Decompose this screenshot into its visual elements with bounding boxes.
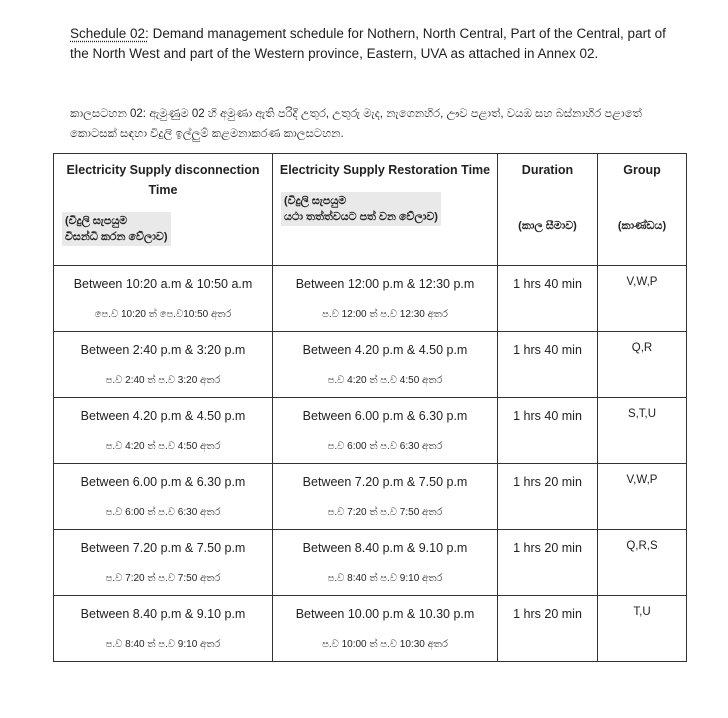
table-row xyxy=(54,596,687,662)
group-value: Q,R xyxy=(631,342,653,354)
header-disconnection xyxy=(54,154,273,266)
header-restoration-sinhala-line1: (විදුලි සැපයුම xyxy=(284,195,347,207)
group-cell xyxy=(598,596,687,662)
disconnection-time: Between 10:20 a.m & 10:50 a.m xyxy=(73,277,253,291)
header-restoration-sinhala-line2: යථා තත්ත්වයට පත් වන වේලාව) xyxy=(284,211,438,223)
header-disconnection-sinhala-line2: විසන්ධි කරන වේලාව) xyxy=(65,231,168,243)
header-disconnection-title: Electricity Supply disconnection Time xyxy=(66,163,260,197)
restoration-time: Between 4.20 p.m & 4.50 p.m xyxy=(302,343,468,357)
disconnection-time: Between 4.20 p.m & 4.50 p.m xyxy=(80,409,246,423)
group-value: T,U xyxy=(633,606,651,618)
header-restoration-title: Electricity Supply Restoration Time xyxy=(279,163,491,177)
duration-value: 1 hrs 20 min xyxy=(513,607,582,621)
group-value: V,W,P xyxy=(626,276,658,288)
disconnection-time-sinhala: පෙ.ව 10:20 ත් පෙ.ව10:50 අතර xyxy=(94,309,232,320)
table-row xyxy=(54,266,687,332)
group-cell xyxy=(598,332,687,398)
duration-value: 1 hrs 40 min xyxy=(513,277,582,291)
disconnection-time-sinhala: ප.ව 6:00 ත් ප.ව 6:30 අතර xyxy=(105,507,221,518)
table-row xyxy=(54,464,687,530)
intro-paragraph-sinhala: කාලසටහන 02: ඇමුණුම 02 හි අමුණා ඇති පරිදි උතුර, උතුරු මැද, නැගෙනහිර, ඌව පළාත්, වයඹ සහ බස්නාහිර පළාතේ කොටසක් සඳහා විදුලි ඉල්ලුම් කළමනාකරණ කාලසටහන. xyxy=(70,108,642,140)
restoration-time: Between 6.00 p.m & 6.30 p.m xyxy=(302,409,468,423)
duration-cell xyxy=(498,464,598,530)
duration-value: 1 hrs 40 min xyxy=(513,409,582,423)
disconnection-time: Between 2:40 p.m & 3:20 p.m xyxy=(80,343,246,357)
group-value: Q,R,S xyxy=(626,540,658,552)
header-restoration xyxy=(273,154,498,266)
duration-cell xyxy=(498,398,598,464)
duration-cell xyxy=(498,596,598,662)
duration-value: 1 hrs 20 min xyxy=(513,541,582,555)
disconnection-time: Between 6.00 p.m & 6.30 p.m xyxy=(80,475,246,489)
table-row xyxy=(54,530,687,596)
disconnection-cell xyxy=(54,530,273,596)
group-value: S,T,U xyxy=(627,408,657,420)
duration-cell xyxy=(498,530,598,596)
header-disconnection-sinhala xyxy=(62,212,171,246)
restoration-cell xyxy=(273,266,498,332)
table-row xyxy=(54,398,687,464)
disconnection-time: Between 8.40 p.m & 9.10 p.m xyxy=(80,607,246,621)
disconnection-cell xyxy=(54,266,273,332)
header-disconnection-sinhala-line1: (විදුලි සැපයුම xyxy=(65,215,128,227)
header-duration-sinhala: (කාල සීමාව) xyxy=(518,220,577,232)
header-group-sinhala: (කාණ්ඩය) xyxy=(617,220,667,232)
restoration-time-sinhala: ප.ව 7:20 ත් ප.ව 7:50 අතර xyxy=(327,507,443,518)
restoration-cell xyxy=(273,464,498,530)
restoration-time-sinhala: ප.ව 10:00 ත් ප.ව 10:30 අතර xyxy=(322,639,448,650)
disconnection-time-sinhala: ප.ව 7:20 ත් ප.ව 7:50 අතර xyxy=(105,573,221,584)
header-restoration-sinhala xyxy=(281,192,441,226)
group-cell xyxy=(598,464,687,530)
duration-value: 1 hrs 40 min xyxy=(513,343,582,357)
restoration-cell xyxy=(273,596,498,662)
intro-text: Demand management schedule for Nothern, North Central, Part of the Central, part of the North West and part of the Western province, Eastern, UVA as attached in Annex 02. xyxy=(70,26,666,61)
restoration-time-sinhala: ප.ව 8:40 ත් ප.ව 9:10 අතර xyxy=(327,573,443,584)
header-group xyxy=(598,154,687,266)
header-duration xyxy=(498,154,598,266)
restoration-time-sinhala: ප.ව 6:00 ත් ප.ව 6:30 අතර xyxy=(327,441,443,452)
schedule-heading: Schedule 02: xyxy=(70,26,149,41)
disconnection-cell xyxy=(54,332,273,398)
group-value: V,W,P xyxy=(626,474,658,486)
disconnection-cell xyxy=(54,398,273,464)
header-group-title: Group xyxy=(623,163,661,177)
group-cell xyxy=(598,266,687,332)
disconnection-time-sinhala: ප.ව 4:20 ත් ප.ව 4:50 අතර xyxy=(105,441,221,452)
intro-paragraph xyxy=(70,24,670,64)
duration-cell xyxy=(498,332,598,398)
restoration-cell xyxy=(273,530,498,596)
header-duration-title: Duration xyxy=(521,163,574,177)
disconnection-time-sinhala: ප.ව 2:40 ත් ප.ව 3:20 අතර xyxy=(105,375,221,386)
disconnection-time: Between 7.20 p.m & 7.50 p.m xyxy=(80,541,246,555)
restoration-time: Between 7.20 p.m & 7.50 p.m xyxy=(302,475,468,489)
table-header-row xyxy=(54,154,687,266)
group-cell xyxy=(598,530,687,596)
restoration-time: Between 10.00 p.m & 10.30 p.m xyxy=(295,607,475,621)
disconnection-time-sinhala: ප.ව 8:40 ත් ප.ව 9:10 අතර xyxy=(105,639,221,650)
disconnection-cell xyxy=(54,464,273,530)
restoration-cell xyxy=(273,398,498,464)
group-cell xyxy=(598,398,687,464)
restoration-time: Between 8.40 p.m & 9.10 p.m xyxy=(302,541,468,555)
schedule-table xyxy=(53,153,687,662)
restoration-time-sinhala: ප.ව 12:00 ත් ප.ව 12:30 අතර xyxy=(322,309,448,320)
duration-value: 1 hrs 20 min xyxy=(513,475,582,489)
restoration-time: Between 12:00 p.m & 12:30 p.m xyxy=(295,277,475,291)
restoration-cell xyxy=(273,332,498,398)
duration-cell xyxy=(498,266,598,332)
table-row xyxy=(54,332,687,398)
disconnection-cell xyxy=(54,596,273,662)
restoration-time-sinhala: ප.ව 4:20 ත් ප.ව 4:50 අතර xyxy=(327,375,443,386)
